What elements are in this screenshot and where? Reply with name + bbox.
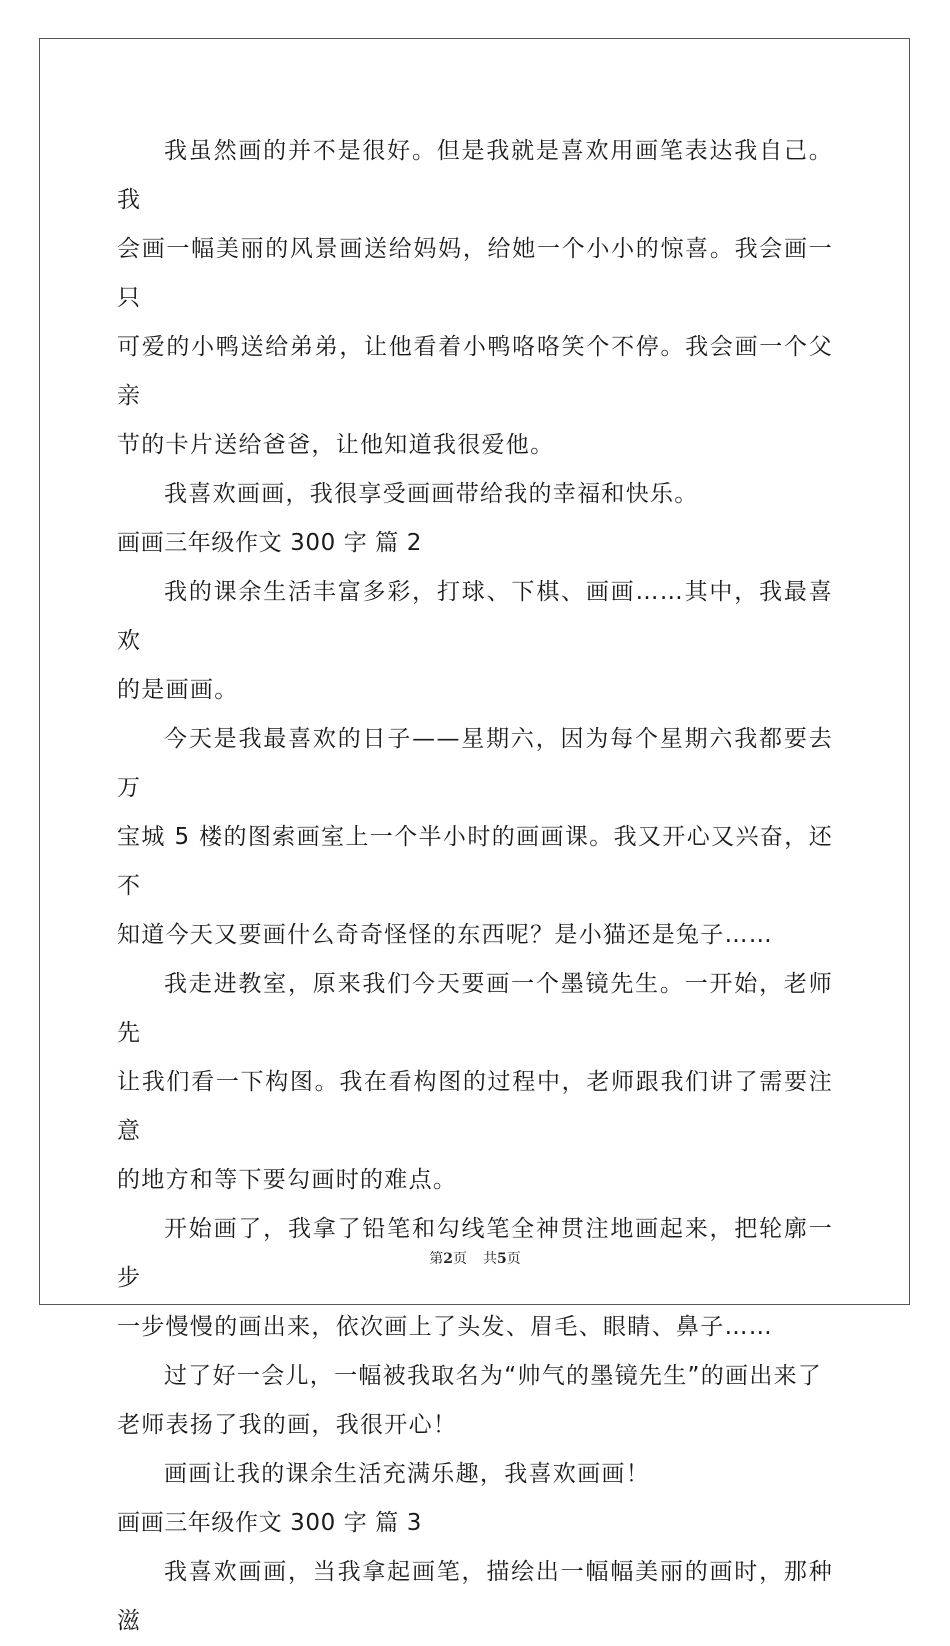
- text-line: 过了好一会儿，一幅被我取名为“帅气的墨镜先生”的画出来了: [164, 1363, 823, 1389]
- paragraph: [117, 715, 833, 960]
- paragraph: [117, 470, 833, 519]
- paragraph: [117, 568, 833, 715]
- text-line: 的地方和等下要勾画时的难点。: [117, 1167, 458, 1193]
- text-line: 节的卡片送给爸爸，让他知道我很爱他。: [117, 432, 555, 458]
- total-pages-indicator: [483, 1248, 521, 1268]
- text-line: 老师表扬了我的画，我很开心！: [117, 1412, 458, 1438]
- text-line: 开始画了，我拿了铅笔和勾线笔全神贯注地画起来，把轮廓一步: [117, 1216, 833, 1291]
- text-line: 可爱的小鸭送给弟弟，让他看着小鸭咯咯笑个不停。我会画一个父亲: [117, 334, 833, 409]
- total-suffix: 页: [506, 1251, 521, 1267]
- paragraph: [117, 1548, 833, 1646]
- text-line: 会画一幅美丽的风景画送给妈妈，给她一个小小的惊喜。我会画一只: [117, 236, 833, 311]
- page-footer: [0, 1248, 950, 1268]
- paragraph: [117, 960, 833, 1205]
- text-line: 宝城 5 楼的图索画室上一个半小时的画画课。我又开心又兴奋，还不: [117, 824, 833, 899]
- text-line: 我喜欢画画，当我拿起画笔，描绘出一幅幅美丽的画时，那种滋: [117, 1559, 833, 1634]
- total-pages-number: 5: [497, 1251, 507, 1267]
- text-line: 我喜欢画画，我很享受画画带给我的幸福和快乐。: [164, 481, 699, 507]
- section-heading: 画画三年级作文 300 字 篇 3: [117, 1510, 422, 1536]
- text-line: 一步慢慢的画出来，依次画上了头发、眉毛、眼睛、鼻子……: [117, 1314, 774, 1340]
- page-indicator: [429, 1248, 467, 1268]
- text-line: 我走进教室，原来我们今天要画一个墨镜先生。一开始，老师先: [117, 971, 833, 1046]
- section-heading: 画画三年级作文 300 字 篇 2: [117, 530, 422, 556]
- text-line: 画画让我的课余生活充满乐趣，我喜欢画画！: [164, 1461, 650, 1487]
- text-line: 我虽然画的并不是很好。但是我就是喜欢用画笔表达我自己。我: [117, 138, 833, 213]
- page-prefix: 第: [429, 1251, 444, 1267]
- text-line: 让我们看一下构图。我在看构图的过程中，老师跟我们讲了需要注意: [117, 1069, 833, 1144]
- paragraph: [117, 127, 833, 470]
- current-page-number: 2: [443, 1251, 453, 1267]
- text-line: 我的课余生活丰富多彩，打球、下棋、画画……其中，我最喜欢: [117, 579, 833, 654]
- paragraph: [117, 1450, 833, 1499]
- page-suffix: 页: [453, 1251, 467, 1267]
- text-line: 的是画画。: [117, 677, 239, 703]
- paragraph: [117, 1205, 833, 1352]
- text-line: 知道今天又要画什么奇奇怪怪的东西呢？是小猫还是兔子……: [117, 922, 774, 948]
- total-prefix: 共: [483, 1251, 497, 1267]
- document-body: [117, 127, 833, 1646]
- text-line: 今天是我最喜欢的日子——星期六，因为每个星期六我都要去万: [117, 726, 833, 801]
- paragraph: [117, 1352, 833, 1450]
